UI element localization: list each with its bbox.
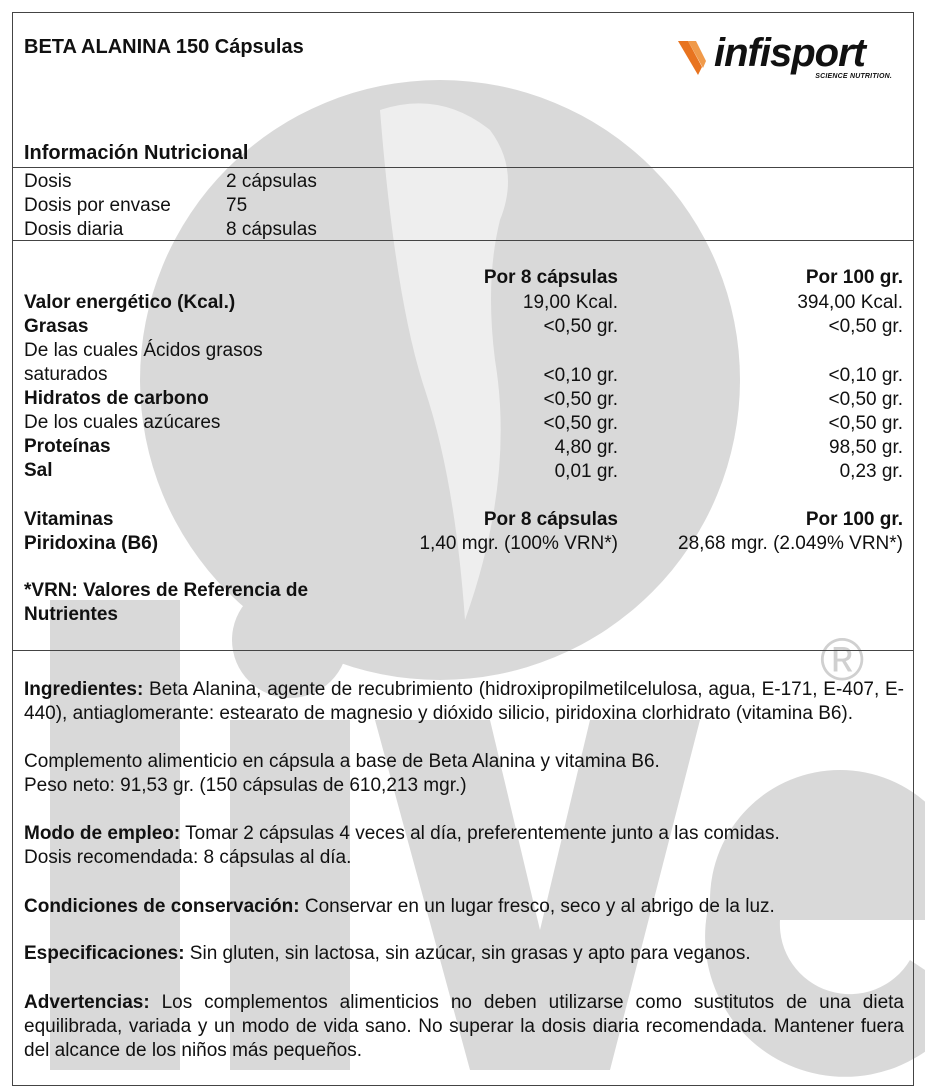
usage-text: Tomar 2 cápsulas 4 veces al día, preferentemente junto a las comidas. [180,823,780,844]
usage-label: Modo de empleo: [24,823,181,844]
storage-paragraph [24,895,904,919]
specifications-text: Sin gluten, sin lactosa, sin azúcar, sin grasas y apto para veganos. [184,943,751,964]
recommended-dose: Dosis recomendada: 8 cápsulas al día. [24,847,352,868]
dosage-value: 8 cápsulas [226,219,317,240]
vitamin-value-dose: 1,40 mgr. (100% VRN*) [419,533,618,554]
divider [12,167,914,168]
nutrient-label: Valor energético (Kcal.) [24,292,236,313]
ingredients-paragraph [24,678,904,726]
vitamin-value-100g: 28,68 mgr. (2.049% VRN*) [678,533,903,554]
storage-text: Conservar en un lugar fresco, seco y al abrigo de la luz. [299,896,775,917]
nutrient-label: Proteínas [24,436,111,457]
nutrient-label: De los cuales azúcares [24,412,221,433]
dosage-value: 2 cápsulas [226,171,317,192]
watermark-registered: ® [820,626,865,693]
warnings-paragraph [24,991,904,1063]
specifications-paragraph [24,942,904,966]
divider [12,650,914,651]
warnings-text: Los complementos alimenticios no deben utilizarse como sustitutos de una dieta equilibrada, variada y un modo de vida sano. No superar la dosis diaria recomendada. Mantener fuera del alcance de los niños más pequeños. [24,992,904,1061]
vitamin-label: Piridoxina (B6) [24,533,159,554]
product-description: Complemento alimenticio en cápsula a base de Beta Alanina y vitamina B6. [24,751,660,772]
product-title: BETA ALANINA 150 Cápsulas [24,36,304,58]
nutrient-value-dose: <0,10 gr. [543,365,618,386]
nutrient-value-dose: <0,50 gr. [543,413,618,434]
nutrient-value-dose: 4,80 gr. [554,437,618,458]
vitamins-column-header-per-dose: Por 8 cápsulas [483,509,618,530]
brand-logo [676,31,898,83]
net-weight: Peso neto: 91,53 gr. (150 cápsulas de 610,213 mgr.) [24,775,467,796]
nutrient-value-100g: <0,50 gr. [828,316,903,337]
nutrient-value-dose: <0,50 gr. [543,389,618,410]
nutrient-label: Sal [24,460,53,481]
usage-paragraph [24,822,904,846]
dosage-value: 75 [226,195,248,216]
vitamins-header: Vitaminas [24,509,114,530]
nutrient-value-100g: 98,50 gr. [829,437,903,458]
nutrient-label: Hidratos de carbono [24,388,209,409]
nutrient-label: De las cuales Ácidos grasos [24,340,263,361]
nutrient-value-100g: <0,10 gr. [828,365,903,386]
nutrient-label: Grasas [24,316,89,337]
specifications-label: Especificaciones: [24,943,185,964]
column-header-per-dose: Por 8 cápsulas [483,267,618,288]
nutrient-value-100g: <0,50 gr. [828,413,903,434]
nutrient-value-100g: 0,23 gr. [839,461,903,482]
dosage-label: Dosis diaria [24,219,124,240]
divider [12,240,914,241]
logo-tagline: SCIENCE NUTRITION. [815,73,892,80]
nutrient-value-100g: 394,00 Kcal. [797,292,903,313]
vrn-note-continued: Nutrientes [24,604,118,625]
ingredients-text: Beta Alanina, agente de recubrimiento (hidroxipropilmetilcelulosa, agua, E-171, E-407, E-440), antiaglomerante: estearato de magnesio y dióxido silicio, piridoxina clorhidrato (vitamina B6). [24,679,904,724]
column-header-per-100g: Por 100 gr. [805,267,903,288]
logo-brand: infisport [714,31,865,75]
dosage-label: Dosis [24,171,72,192]
storage-label: Condiciones de conservación: [24,896,300,917]
nutrient-value-dose: 0,01 gr. [554,461,618,482]
vrn-note: *VRN: Valores de Referencia de [24,580,309,601]
nutrient-value-100g: <0,50 gr. [828,389,903,410]
nutrition-heading: Información Nutricional [24,142,249,164]
nutrient-label-continued: saturados [24,364,108,385]
ingredients-label: Ingredientes: [24,679,144,700]
vitamins-column-header-per-100g: Por 100 gr. [805,509,903,530]
dosage-label: Dosis por envase [24,195,171,216]
nutrient-value-dose: 19,00 Kcal. [522,292,618,313]
logo-chevrons-icon [676,37,716,77]
nutrient-value-dose: <0,50 gr. [543,316,618,337]
warnings-label: Advertencias: [24,992,150,1013]
